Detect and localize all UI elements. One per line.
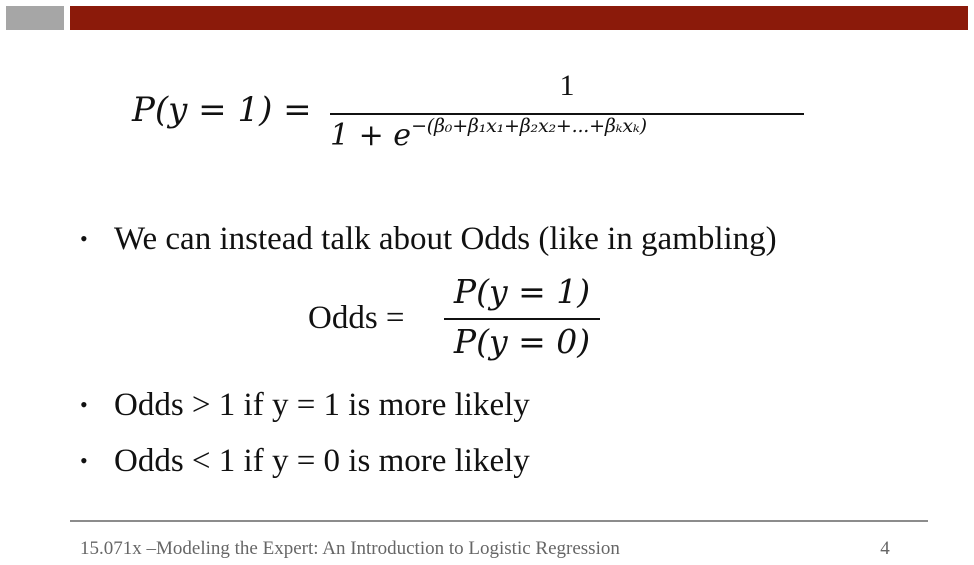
header-red-bar — [70, 6, 968, 30]
logistic-denominator-base: 1 + e — [330, 118, 412, 153]
logistic-numerator: 1 — [559, 69, 575, 102]
logistic-exponent: −(β₀+β₁x₁+β₂x₂+...+βₖxₖ) — [411, 115, 647, 137]
bullet-item-odds-greater — [80, 385, 530, 425]
logistic-denominator — [330, 116, 647, 159]
odds-fraction-bar — [444, 318, 600, 320]
footer-course-title: 15.071x –Modeling the Expert: An Introduction to Logistic Regression — [80, 538, 620, 559]
bullet-item-odds-less — [80, 441, 530, 481]
bullet-text: We can instead talk about Odds (like in gambling) — [114, 221, 777, 257]
page-number: 4 — [880, 538, 890, 559]
footer-divider — [70, 520, 928, 522]
logistic-formula-lhs: P(y = 1) = — [132, 90, 312, 130]
logistic-fraction — [330, 66, 804, 162]
bullet-item-odds-intro — [80, 219, 777, 259]
bullet-dot: • — [80, 392, 88, 417]
odds-formula-label: Odds = — [308, 300, 405, 336]
odds-numerator: P(y = 1) — [453, 272, 591, 311]
bullet-dot: • — [80, 448, 88, 473]
bullet-text: Odds > 1 if y = 1 is more likely — [114, 387, 530, 423]
bullet-dot: • — [80, 226, 88, 251]
header-gray-block — [6, 6, 64, 30]
odds-denominator: P(y = 0) — [453, 322, 591, 361]
odds-fraction — [444, 272, 600, 368]
odds-formula — [308, 272, 608, 368]
bullet-text: Odds < 1 if y = 0 is more likely — [114, 443, 530, 479]
logistic-formula — [132, 66, 812, 166]
